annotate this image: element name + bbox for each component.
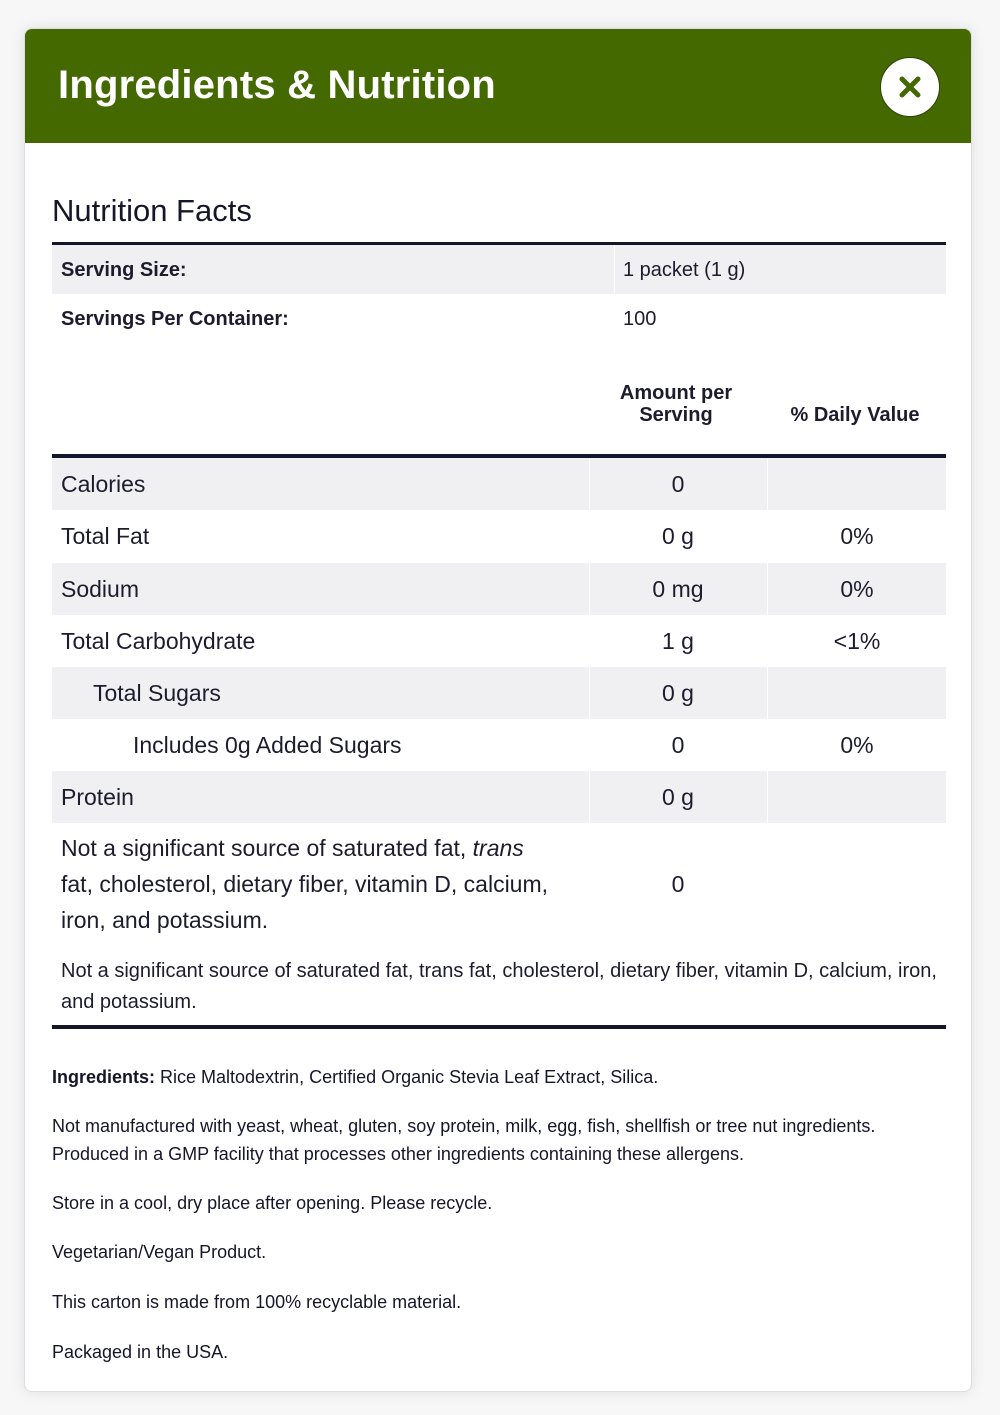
- nutrient-row-sodium: [52, 563, 946, 615]
- close-x-icon: [898, 75, 922, 99]
- column-divider: [614, 245, 615, 294]
- nutrient-amount: 0 g: [662, 680, 694, 706]
- not-significant-amount: 0: [671, 871, 685, 897]
- column-header-daily-value: % Daily Value: [790, 404, 920, 426]
- carton-paragraph: This carton is made from 100% recyclable material.: [52, 1292, 462, 1312]
- bottom-rule: [52, 1025, 946, 1029]
- nutrient-amount: 0: [671, 732, 685, 758]
- nutrient-amount: 0: [671, 471, 685, 497]
- nutrient-amount: 1 g: [662, 628, 694, 654]
- close-button[interactable]: [880, 57, 940, 117]
- nutrition-footnote: Not a significant source of saturated fat, trans fat, cholesterol, dietary fiber, vitamin D, calcium, iron, and potassium.: [61, 960, 937, 1013]
- nutrition-facts-title: Nutrition Facts: [52, 193, 252, 228]
- nutrient-name: Total Carbohydrate: [61, 628, 256, 654]
- nutrient-dv: <1%: [833, 628, 881, 654]
- column-header-amount: Amount per Serving: [619, 382, 733, 426]
- vegan-paragraph: Vegetarian/Vegan Product.: [52, 1242, 267, 1262]
- nutrient-amount: 0 g: [662, 784, 694, 810]
- ingredients-text: Rice Maltodextrin, Certified Organic Stevia Leaf Extract, Silica.: [155, 1067, 659, 1087]
- packaged-paragraph: Packaged in the USA.: [52, 1342, 229, 1362]
- nutrient-row-total-sugars: [52, 667, 946, 719]
- servings-per-container-label: Servings Per Container:: [61, 308, 289, 330]
- nutrient-name: Protein: [61, 784, 134, 810]
- modal-header: [25, 29, 971, 143]
- nutrient-name: Includes 0g Added Sugars: [133, 732, 402, 758]
- not-significant-text: Not a significant source of saturated fat, trans fat, cholesterol, dietary fiber, vitamin D, calcium, iron, and potassium.: [61, 835, 549, 933]
- servings-per-container-value: 100: [623, 308, 657, 330]
- nutrient-dv: 0%: [840, 732, 874, 758]
- serving-size-value: 1 packet (1 g): [623, 259, 746, 281]
- nutrient-amount: 0 mg: [652, 576, 704, 602]
- ingredients-label: Ingredients:: [52, 1067, 156, 1087]
- nutrient-dv: 0%: [840, 523, 874, 549]
- nutrient-row-calories: [52, 458, 946, 510]
- nutrient-name: Calories: [61, 471, 146, 497]
- nutrient-row-total-fat: [52, 510, 946, 562]
- serving-size-label: Serving Size:: [61, 259, 187, 281]
- allergen-paragraph: Not manufactured with yeast, wheat, gluten, soy protein, milk, egg, fish, shellfish or tree nut ingredients. Produced in a GMP facility that processes other ingredients containing these allergens.: [52, 1116, 876, 1164]
- servings-per-container-row: [52, 294, 946, 343]
- modal-title: Ingredients & Nutrition: [58, 63, 496, 107]
- nutrient-name: Total Sugars: [93, 680, 221, 706]
- ingredients-paragraph: [52, 1063, 952, 1091]
- nutrient-amount: 0 g: [662, 523, 694, 549]
- storage-paragraph: Store in a cool, dry place after opening. Please recycle.: [52, 1193, 493, 1213]
- nutrient-name: Total Fat: [61, 523, 150, 549]
- nutrient-row-added-sugars: [52, 719, 946, 771]
- nutrient-dv: 0%: [840, 576, 874, 602]
- nutrient-name: Sodium: [61, 576, 139, 602]
- not-significant-row: [52, 830, 946, 940]
- nutrient-row-total-carbohydrate: [52, 615, 946, 667]
- nutrient-row-protein: [52, 771, 946, 823]
- ingredients-nutrition-modal: [24, 28, 972, 1392]
- serving-size-row: [52, 245, 946, 294]
